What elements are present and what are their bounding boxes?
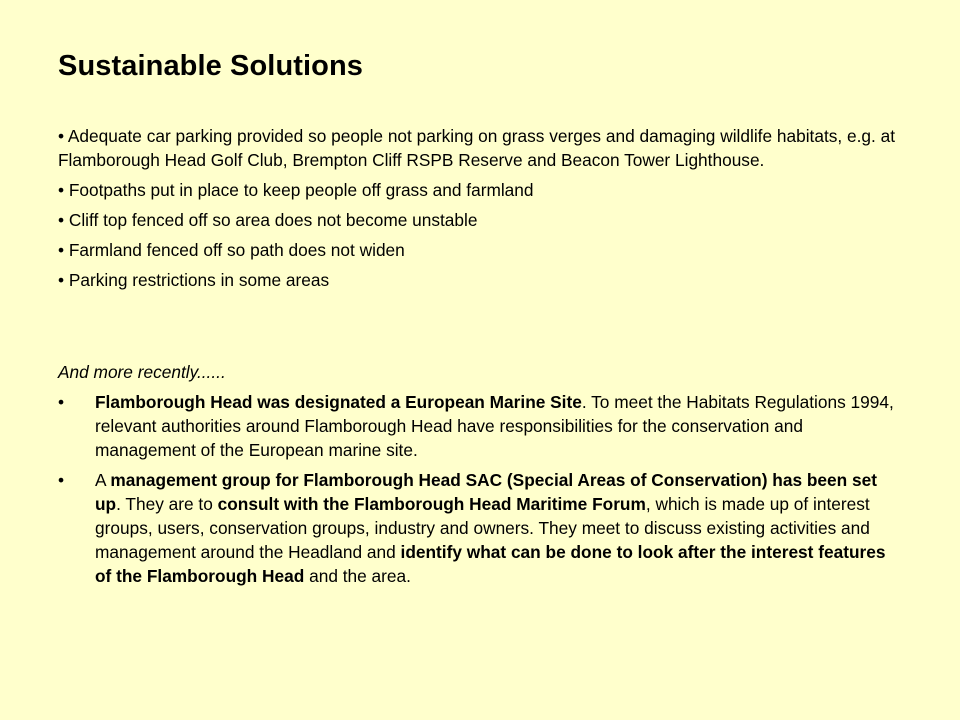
recent-item-marine-site — [58, 390, 898, 462]
bullet-cliff-top: • Cliff top fenced off so area does not become unstable — [58, 210, 478, 230]
recent-list — [58, 390, 898, 594]
marine-site-bold: Flamborough Head was designated a European Marine Site — [95, 392, 582, 412]
bullet-footpaths: • Footpaths put in place to keep people off grass and farmland — [58, 180, 534, 200]
bullet-parking-restrictions: • Parking restrictions in some areas — [58, 270, 330, 290]
mg-text-4: and the area. — [304, 566, 411, 586]
mg-text-3: , which is made up of interest groups, users, conservation groups, industry and owners. They meet to discuss existing activities and management around the Headland and — [95, 494, 870, 562]
solutions-list — [58, 124, 918, 298]
mg-bold-2: consult with the Flamborough Head Maritime Forum — [217, 494, 646, 514]
recent-heading: And more recently...... — [58, 362, 226, 382]
mg-text-1: A — [95, 470, 111, 490]
mg-text-2: . They are to — [116, 494, 218, 514]
bullet-glyph: • — [58, 392, 65, 412]
bullet-glyph: • — [58, 470, 65, 490]
recent-item-management-group — [58, 468, 898, 588]
slide-title: Sustainable Solutions — [58, 50, 364, 82]
mg-bold-1: management group for Flamborough Head SAC (Special Areas of Conservation) has been set up — [95, 470, 877, 514]
mg-bold-3: identify what can be done to look after the interest features of the Flamborough Head — [95, 542, 886, 586]
bullet-car-parking: • Adequate car parking provided so people not parking on grass verges and damaging wildlife habitats, e.g. at Flamborough Head Golf Club, Brempton Cliff RSPB Reserve and Beacon Tower Lighthouse. — [58, 126, 896, 170]
marine-site-text: . To meet the Habitats Regulations 1994, relevant authorities around Flamborough Head have responsibilities for the conservation and management of the European marine site. — [95, 392, 894, 460]
bullet-farmland: • Farmland fenced off so path does not widen — [58, 240, 405, 260]
